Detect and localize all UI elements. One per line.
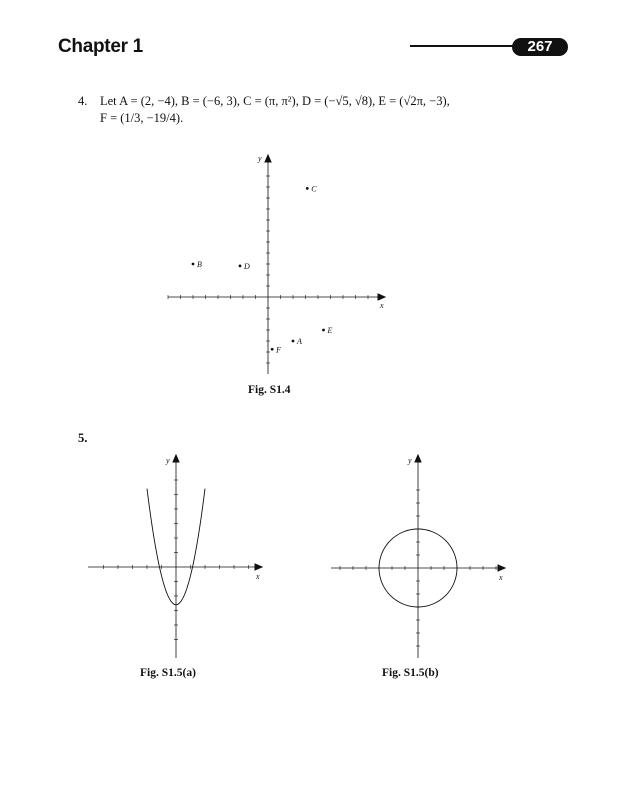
fig-s1-5b-caption: Fig. S1.5(b) xyxy=(382,667,439,679)
point-d xyxy=(239,264,242,267)
problem-4-number: 4. xyxy=(78,94,88,108)
point-label-d: D xyxy=(244,261,250,271)
point-a xyxy=(292,340,295,343)
problem-4-line-2: F = (1/3, −19/4). xyxy=(100,111,184,125)
fig-s1-4-x-label: x xyxy=(380,301,384,310)
fig-s1-4-y-label: y xyxy=(258,154,262,163)
fig-s1-4-points xyxy=(192,184,333,354)
fig-s1-5a-y-label: y xyxy=(166,456,170,465)
fig-s1-4-x-arrow xyxy=(378,294,385,300)
fig-s1-5a-x-label: x xyxy=(256,572,260,581)
point-label-f: F xyxy=(276,345,282,355)
point-e xyxy=(322,329,325,332)
page-number: 267 xyxy=(512,38,568,56)
point-label-a: A xyxy=(297,337,302,346)
fig-s1-5a-caption: Fig. S1.5(a) xyxy=(140,667,196,679)
fig-s1-5b-y-label: y xyxy=(408,456,412,465)
point-c xyxy=(306,187,309,190)
point-f xyxy=(271,348,274,351)
fig-s1-5b-x-label: x xyxy=(499,573,503,582)
chapter-title: Chapter 1 xyxy=(58,36,143,57)
fig-s1-4-caption: Fig. S1.4 xyxy=(248,384,291,396)
point-label-b: B xyxy=(197,260,202,269)
problem-5-number: 5. xyxy=(78,431,88,445)
point-label-e: E xyxy=(327,326,333,335)
problem-4-line-1: Let A = (2, −4), B = (−6, 3), C = (π, π²), D = (−√5, √8), E = (√2π, −3), xyxy=(100,94,450,108)
point-b xyxy=(192,263,195,266)
point-label-c: C xyxy=(311,184,317,194)
fig-s1-4-y-arrow xyxy=(265,155,271,162)
